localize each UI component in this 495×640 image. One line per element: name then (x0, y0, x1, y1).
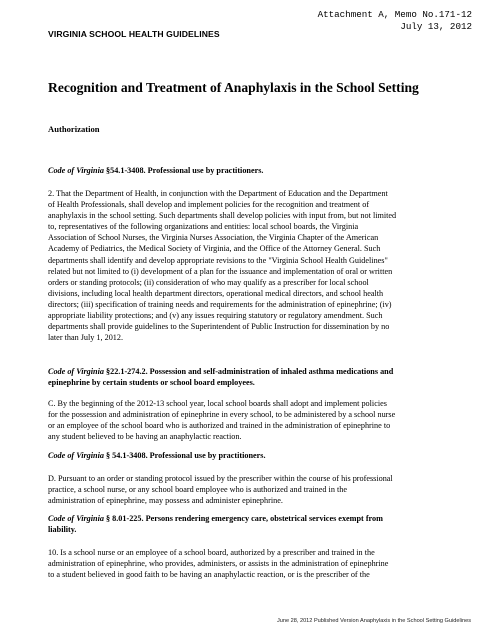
section-heading: Authorization (48, 124, 100, 134)
attachment-date: July 13, 2012 (400, 21, 472, 32)
attachment-memo-stamp (267, 9, 472, 33)
citation-54-1-3408 (48, 165, 466, 176)
paragraph-line: for the possession and administration of epinephrine in every school, to be administered by a school nurse (48, 410, 396, 420)
paragraph-line: Association of School Nurses, the Virginia Nurses Association, the Virginia Chapter of the American (48, 233, 379, 243)
paragraph-line: 2. That the Department of Health, in conjunction with the Department of Education and the Department (48, 189, 388, 198)
paragraph-line: D. Pursuant to an order or standing protocol issued by the prescriber within the course of his professional (48, 474, 393, 483)
paragraph-line: departments shall provide guidelines to the Superintendent of Public Instruction for dissemination by no (48, 322, 390, 332)
citation-text: epinephrine by certain students or school board employees. (48, 378, 255, 388)
paragraph-line: administration of epinephrine, who provides, administers, or assists in the administration of epinephrine (48, 559, 389, 569)
paragraph-department-of-health (48, 188, 466, 343)
citation-54-1-3408-b (48, 450, 466, 461)
citation-text: §22.1-274.2. Possession and self-administration of inhaled asthma medications and (103, 367, 394, 376)
document-title: Recognition and Treatment of Anaphylaxis in the School Setting (48, 80, 419, 95)
paragraph-line: any student believed to be having an anaphylactic reaction. (48, 432, 242, 442)
paragraph-line: C. By the beginning of the 2012-13 school year, local school boards shall adopt and implement policies (48, 399, 387, 408)
paragraph-line: to a student believed in good faith to be having an anaphylactic reaction, or is the prescriber of the (48, 570, 370, 580)
paragraph-line: orders or standing protocols; (ii) consideration of who may qualify as a prescriber for local school (48, 277, 369, 287)
citation-code-name: Code of Virginia (48, 451, 104, 460)
running-header: VIRGINIA SCHOOL HEALTH GUIDELINES (48, 29, 220, 39)
paragraph-line: departments shall identify and develop appropriate revisions to the "Virginia School Health Guidelines" (48, 255, 388, 265)
citation-text: §54.1-3408. Professional use by practitioners. (103, 166, 264, 175)
paragraph-line: Academy of Pediatrics, the Medical Society of Virginia, and the Office of the Attorney General. Such (48, 244, 381, 254)
paragraph-line: of Health Professionals, shall develop and implement policies for the recognition and treatment of (48, 200, 370, 210)
paragraph-line: practice, a school nurse, or any school board employee who is authorized and trained in the (48, 485, 347, 495)
paragraph-line: administration of epinephrine, may possess and administer epinephrine. (48, 496, 283, 506)
citation-22-1-274-2 (48, 366, 466, 388)
paragraph-standing-protocol (48, 473, 466, 506)
page-footer: June 28, 2012 Published Version Anaphylaxis in the School Setting Guidelines (276, 618, 471, 624)
paragraph-line: appropriate liability protections; and (v) any issues requiring statutory or regulatory amendment. Such (48, 311, 383, 321)
citation-code-name: Code of Virginia (48, 514, 104, 523)
paragraph-school-nurse-liability (48, 547, 466, 580)
paragraph-line: anaphylaxis in the school setting. Such departments shall develop policies with input from, but not limited (48, 211, 397, 221)
citation-text: § 54.1-3408. Professional use by practitioners. (103, 451, 266, 460)
paragraph-line: related but not limited to (i) development of a plan for the issuance and implementation of oral or written (48, 266, 393, 276)
citation-code-name: Code of Virginia (48, 367, 104, 376)
paragraph-line: later than July 1, 2012. (48, 333, 124, 343)
paragraph-line: directors; (iii) specification of training needs and requirements for the administration of epinephrine; (iv) (48, 299, 392, 309)
attachment-line: Attachment A, Memo No.171-12 (317, 9, 472, 20)
paragraph-line: divisions, including local health department directors, operational medical directors, and school health (48, 288, 384, 298)
paragraph-line: to, representatives of the following organizations and entities: local school boards, the Virginia (48, 222, 359, 232)
paragraph-school-boards-policies (48, 398, 466, 442)
citation-text: liability. (48, 525, 77, 535)
citation-text: § 8.01-225. Persons rendering emergency care, obstetrical services exempt from (103, 514, 383, 523)
paragraph-line: 10. Is a school nurse or an employee of a school board, authorized by a prescriber and trained in the (48, 548, 375, 557)
citation-8-01-225 (48, 513, 466, 535)
paragraph-line: or an employee of the school board who is authorized and trained in the administration of epinephrine to (48, 421, 391, 431)
citation-code-name: Code of Virginia (48, 166, 104, 175)
